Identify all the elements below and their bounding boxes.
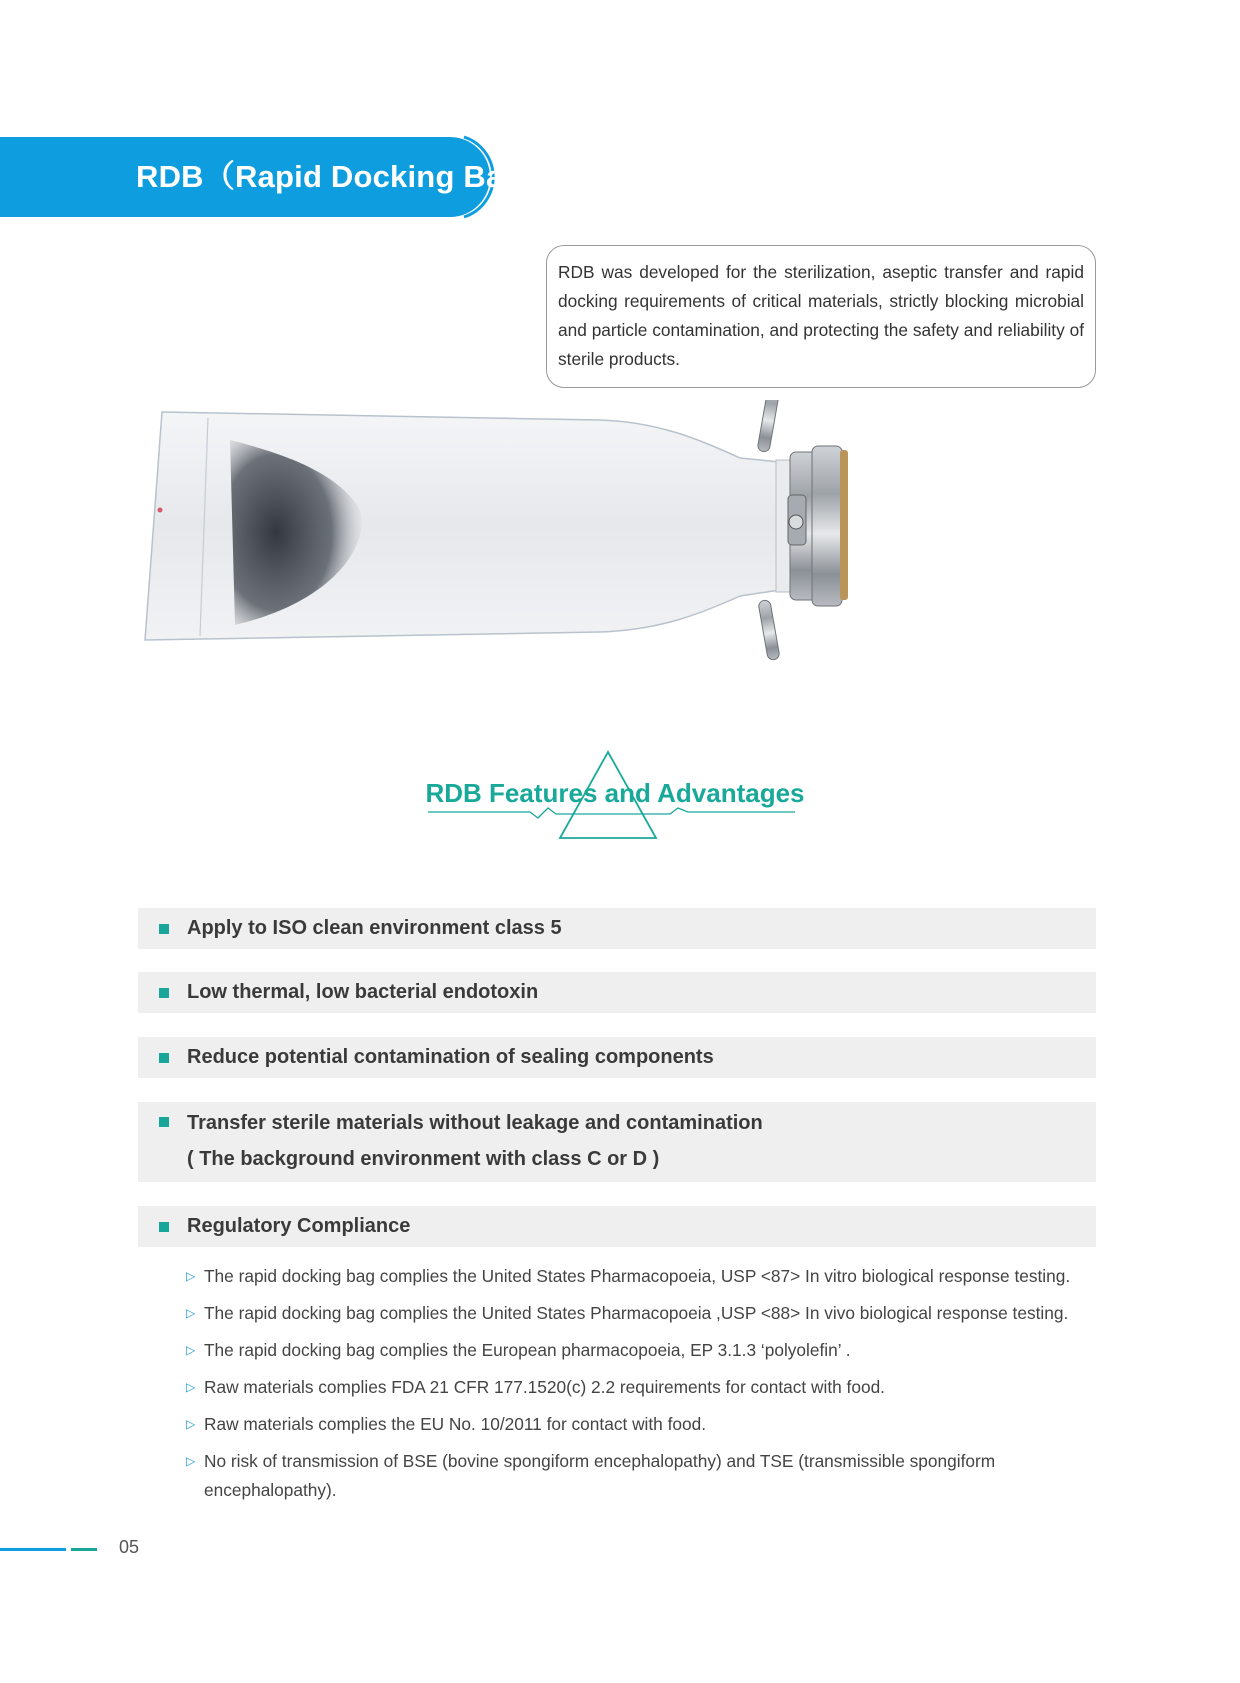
triangle-bullet-icon: ▷: [186, 1269, 196, 1283]
list-item: ▷ No risk of transmission of BSE (bovine spongiform encephalopathy) and TSE (transmissible spongiform encephalopathy).: [186, 1447, 1106, 1505]
triangle-bullet-icon: ▷: [186, 1454, 196, 1468]
triangle-bullet-icon: ▷: [186, 1417, 196, 1431]
compliance-list: [186, 1262, 1106, 1513]
feature-text: Regulatory Compliance: [187, 1215, 411, 1237]
square-bullet-icon: [159, 1117, 169, 1127]
square-bullet-icon: [159, 988, 169, 998]
footer-divider-accent: [71, 1548, 97, 1551]
feature-text: Transfer sterile materials without leakage and contamination: [187, 1112, 763, 1134]
square-bullet-icon: [159, 924, 169, 934]
square-bullet-icon: [159, 1053, 169, 1063]
feature-item-low-thermal: [138, 972, 1096, 1013]
rapid-docking-bag-image: [140, 400, 900, 700]
list-item: ▷ The rapid docking bag complies the European pharmacopoeia, EP 3.1.3 ‘polyolefin’ .: [186, 1336, 1106, 1365]
feature-text: Apply to ISO clean environment class 5: [187, 917, 562, 939]
feature-item-sealing: [138, 1037, 1096, 1078]
page-title: RDB（Rapid Docking Bag）: [136, 159, 554, 194]
feature-text: Low thermal, low bacterial endotoxin: [187, 981, 539, 1003]
features-heading-group: [420, 748, 810, 844]
list-item: ▷ The rapid docking bag complies the United States Pharmacopoeia, USP <87> In vitro biological response testing.: [186, 1262, 1106, 1291]
square-bullet-icon: [159, 1222, 169, 1232]
intro-description: RDB was developed for the sterilization, aseptic transfer and rapid docking requirements of critical materials, strictly blocking microbial and particle contamination, and protecting the safety and reliability of sterile products.: [546, 245, 1096, 388]
feature-text: Reduce potential contamination of sealing components: [187, 1046, 714, 1068]
feature-item-regulatory: [138, 1206, 1096, 1247]
triangle-bullet-icon: ▷: [186, 1343, 196, 1357]
triangle-bullet-icon: ▷: [186, 1306, 196, 1320]
footer-divider: [0, 1548, 66, 1551]
triangle-bullet-icon: ▷: [186, 1380, 196, 1394]
page-number: 05: [119, 1537, 140, 1557]
features-heading: RDB Features and Advantages: [425, 778, 805, 808]
feature-item-transfer: [138, 1102, 1096, 1182]
feature-note: ( The background environment with class C or D ): [187, 1148, 660, 1170]
list-item: ▷ Raw materials complies the EU No. 10/2011 for contact with food.: [186, 1410, 1106, 1439]
list-item: ▷ Raw materials complies FDA 21 CFR 177.1520(c) 2.2 requirements for contact with food.: [186, 1373, 1106, 1402]
feature-item-iso-class: [138, 908, 1096, 949]
list-item: ▷ The rapid docking bag complies the United States Pharmacopoeia ,USP <88> In vivo biological response testing.: [186, 1299, 1106, 1328]
